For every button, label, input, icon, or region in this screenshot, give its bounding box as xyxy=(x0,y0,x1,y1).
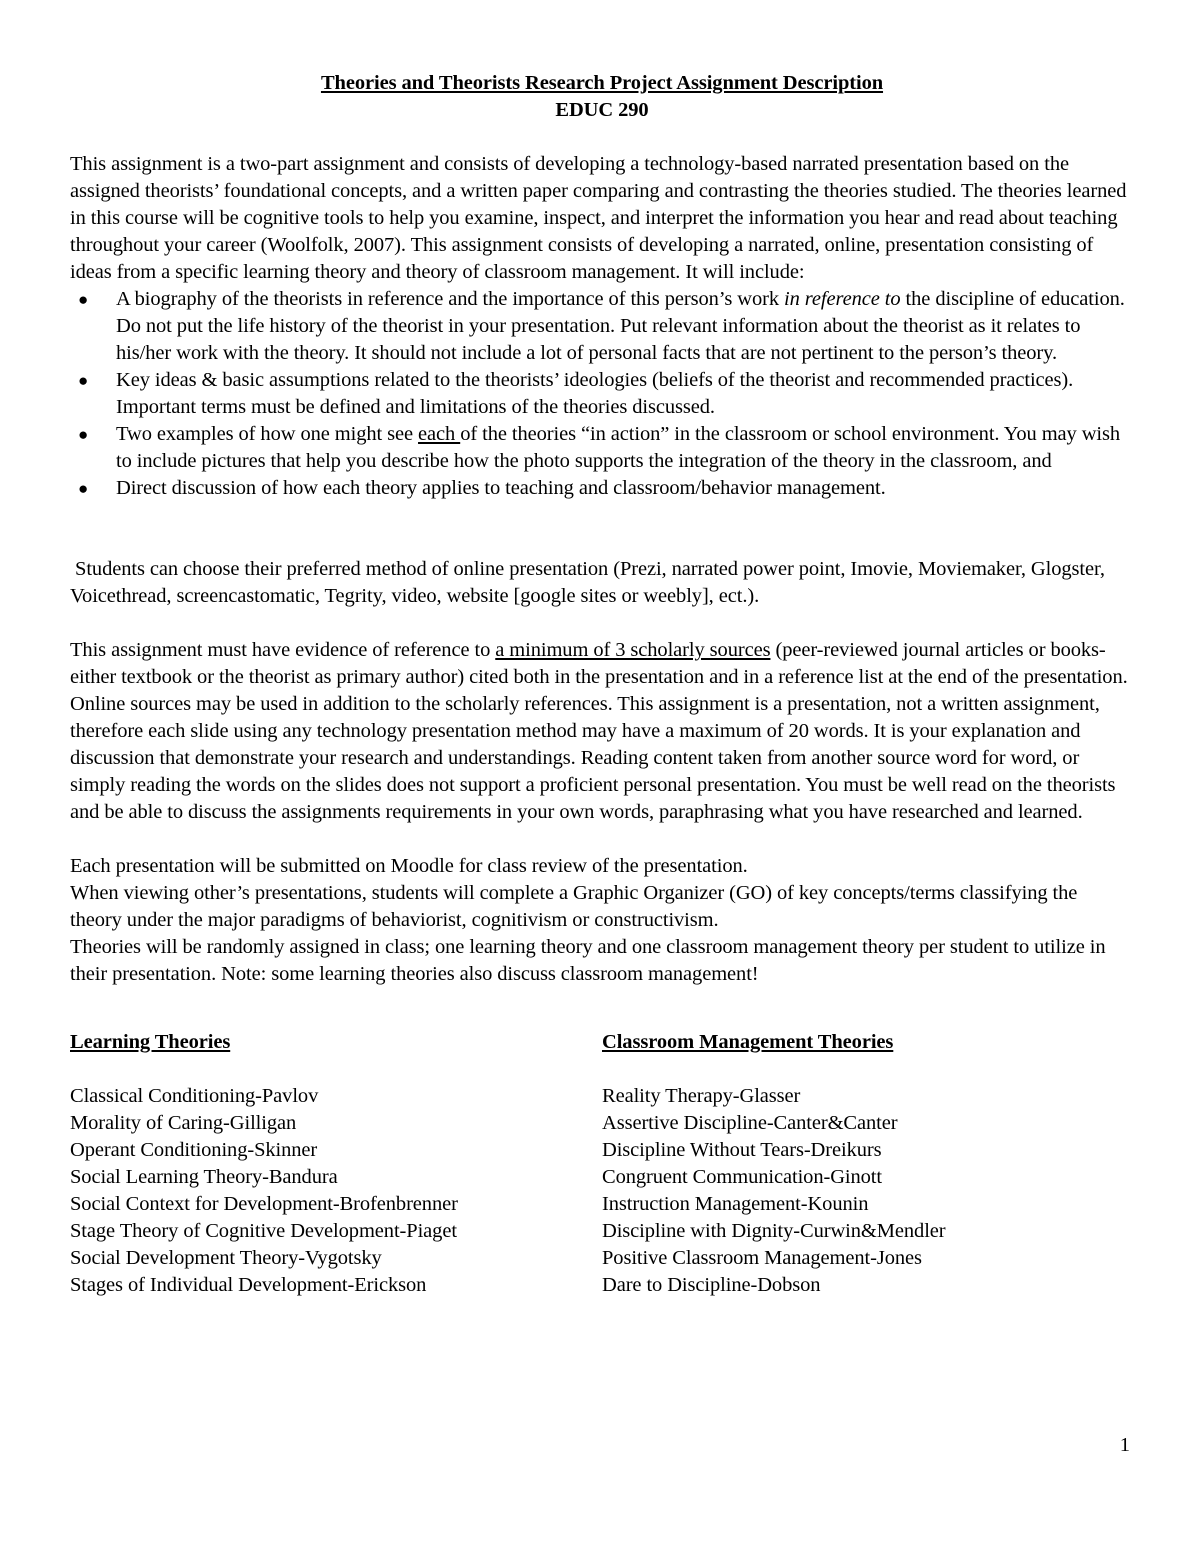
management-theories-list xyxy=(602,1083,1134,1299)
methods-paragraph: Students can choose their preferred method of online presentation (Prezi, narrated power point, Imovie, Moviemaker, Glogster, Voicethread, screencastomatic, Tegrity, video, website [google sites or weebly], ect.). xyxy=(70,558,1110,607)
list-item: Social Learning Theory-Bandura xyxy=(70,1166,338,1188)
learning-theories-column xyxy=(70,1029,602,1299)
course-code: EDUC 290 xyxy=(555,99,649,121)
bullet-icon: ● xyxy=(78,290,89,309)
document-page xyxy=(70,70,1134,1299)
submission-line: Each presentation will be submitted on Moodle for class review of the presentation. xyxy=(70,855,748,877)
list-item: Dare to Discipline-Dobson xyxy=(602,1274,821,1296)
list-item: Reality Therapy-Glasser xyxy=(602,1085,801,1107)
page-number: 1 xyxy=(1119,1434,1130,1456)
list-item: Stage Theory of Cognitive Development-Piaget xyxy=(70,1220,457,1242)
management-theories-heading: Classroom Management Theories xyxy=(602,1031,894,1053)
bullet-icon: ● xyxy=(78,371,89,390)
list-item: ● Key ideas & basic assumptions related to the theorists’ ideologies (beliefs of the theorist and recommended practices). Important terms must be defined and limitations of the theories discussed. xyxy=(78,369,1074,418)
list-item: Assertive Discipline-Canter&Canter xyxy=(602,1112,898,1134)
list-item: Instruction Management-Kounin xyxy=(602,1193,869,1215)
emphasis-text: in reference to xyxy=(784,288,901,310)
list-item: Congruent Communication-Ginott xyxy=(602,1166,882,1188)
requirements-list xyxy=(70,286,1134,502)
list-item: Social Development Theory-Vygotsky xyxy=(70,1247,382,1269)
list-item: ● A biography of the theorists in reference and the importance of this person’s work in reference to the discipline of education. Do not put the life history of the theorist in your presentation. Put relevant information about the theorist as it relates to his/her work with the theory. It should not include a lot of personal facts that are not pertinent to the person’s theory. xyxy=(78,288,1125,364)
bullet-icon: ● xyxy=(78,425,89,444)
list-item: Discipline with Dignity-Curwin&Mendler xyxy=(602,1220,946,1242)
list-item: Morality of Caring-Gilligan xyxy=(70,1112,297,1134)
list-item: ● Two examples of how one might see each of the theories “in action” in the classroom or school environment. You may wish to include pictures that help you describe how the photo supports the integration of the theory in the classroom, and xyxy=(78,423,1121,472)
sources-paragraph: This assignment must have evidence of reference to a minimum of 3 scholarly sources (peer-reviewed journal articles or books-either textbook or the theorist as primary author) cited both in the presentation and in a reference list at the end of the presentation. Online sources may be used in addition to the scholarly references. This assignment is a presentation, not a written assignment, therefore each slide using any technology presentation method may have a maximum of 20 words. It is your explanation and discussion that demonstrate your research and understandings. Reading content taken from another source word for word, or simply reading the words on the slides does not support a proficient personal presentation. You must be well read on the theorists and be able to discuss the assignments requirements in your own words, paraphrasing what you have researched and learned. xyxy=(70,639,1128,823)
bullet-icon: ● xyxy=(78,479,89,498)
list-item: Social Context for Development-Brofenbrenner xyxy=(70,1193,458,1215)
list-item: Positive Classroom Management-Jones xyxy=(602,1247,922,1269)
underlined-text: a minimum of 3 scholarly sources xyxy=(495,639,771,661)
document-title: Theories and Theorists Research Project Assignment Description xyxy=(320,72,884,94)
graphic-organizer-line: When viewing other’s presentations, students will complete a Graphic Organizer (GO) of key concepts/terms classifying the theory under the major paradigms of behaviorist, cognitivism or constructivism. xyxy=(70,882,1078,931)
learning-theories-list xyxy=(70,1083,602,1299)
list-item: Stages of Individual Development-Erickson xyxy=(70,1274,427,1296)
management-theories-column xyxy=(602,1029,1134,1299)
list-item: Operant Conditioning-Skinner xyxy=(70,1139,318,1161)
theory-columns xyxy=(70,1029,1134,1299)
list-item: Discipline Without Tears-Dreikurs xyxy=(602,1139,882,1161)
intro-paragraph: This assignment is a two-part assignment and consists of developing a technology-based narrated presentation based on the assigned theorists’ foundational concepts, and a written paper comparing and contrasting the theories studied. The theories learned in this course will be cognitive tools to help you examine, inspect, and interpret the information you hear and read about teaching throughout your career (Woolfolk, 2007). This assignment consists of developing a narrated, online, presentation consisting of ideas from a specific learning theory and theory of classroom management. It will include: xyxy=(70,153,1127,283)
underlined-text: each xyxy=(418,423,461,445)
list-item: Classical Conditioning-Pavlov xyxy=(70,1085,319,1107)
list-item: ● Direct discussion of how each theory applies to teaching and classroom/behavior management. xyxy=(116,475,1134,502)
assignment-line: Theories will be randomly assigned in class; one learning theory and one classroom management theory per student to utilize in their presentation. Note: some learning theories also discuss classroom management! xyxy=(70,936,1106,985)
learning-theories-heading: Learning Theories xyxy=(70,1031,231,1053)
